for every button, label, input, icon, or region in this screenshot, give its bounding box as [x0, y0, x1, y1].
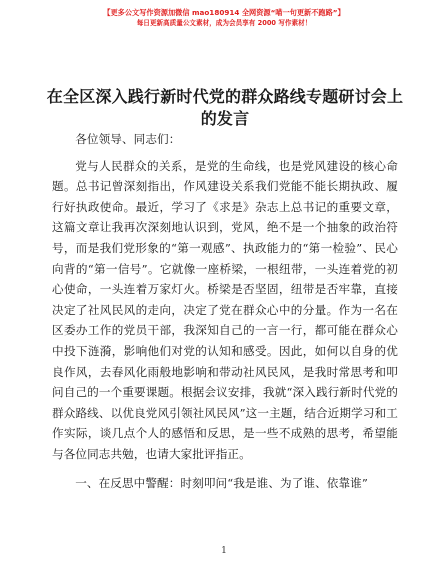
body-paragraph-1: 党与人民群众的关系，是党的生命线，也是党风建设的核心命题。总书记曾深刻指出，作风建设关系我们党能不能长期执政、履行好执政使命。最近，学习了《求是》杂志上总书记的重要文章，这篇文章让我再次深刻地认识到，党风，绝不是一个抽象的政治符号，而是我们党形象的“第一观感”、执政能力的“第一检验”、民心向背的“第一信号”。它就像一座桥梁，一根纽带，一头连着党的初心使命，一头连着万家灯火。桥梁是否坚固，纽带是否牢靠，直接决定了社风民风的走向，决定了党在群众心中的分量。作为一名在区委办工作的党员干部，我深知自己的一言一行，都可能在群众心中投下涟漪，影响他们对党的认知和感受。因此，如何以自身的优良作风，去春风化雨般地影响和带动社风民风，是我时常思考和叩问自己的一个重要课题。根据会议安排，我就“深入践行新时代党的群众路线、以优良党风引领社风民风”这一主题，结合近期学习和工作实际，谈几点个人的感悟和反思，是一些不成熟的思考，希望能与各位同志共勉，也请大家批评指正。 — [52, 158, 398, 461]
salutation: 各位领导、同志们： — [75, 132, 181, 146]
promo-banner — [0, 8, 448, 28]
promo-banner-line2: 每日更新高质量公文素材，成为会员享有 2000 写作素材！ — [136, 19, 312, 27]
document-body — [52, 129, 398, 493]
promo-banner-line1: 【更多公文写作资源加微信 mao180914 全网资源“喵一句更新不跑路”】 — [103, 8, 345, 17]
page-number: 1 — [221, 546, 227, 556]
document-title: 在全区深入践行新时代党的群众路线专题研讨会上的发言 — [46, 87, 404, 128]
section-heading-1: 一、在反思中警醒：时刻叩问“我是谁、为了谁、依靠谁” — [75, 475, 368, 490]
